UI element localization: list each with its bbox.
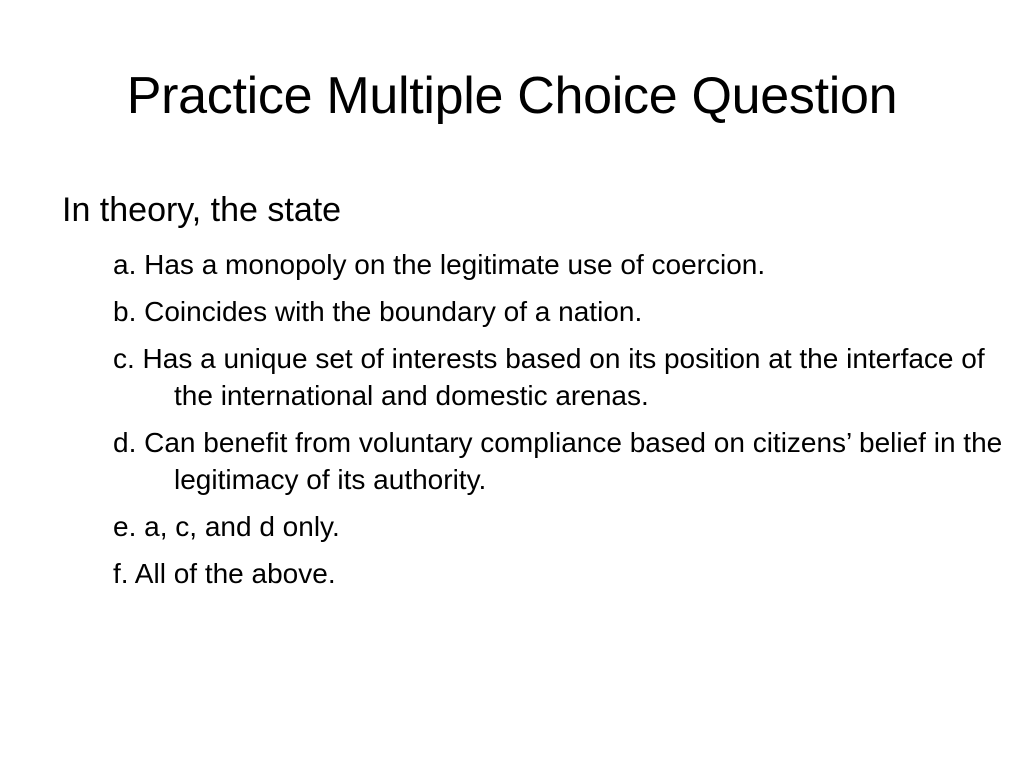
answer-options-list (113, 246, 1013, 602)
answer-option-d: d. Can benefit from voluntary compliance based on citizens’ belief in the legitimacy of its authority. (113, 427, 1003, 495)
answer-option-a: a. Has a monopoly on the legitimate use of coercion. (113, 249, 766, 280)
question-stem: In theory, the state (62, 191, 342, 229)
answer-option-b: b. Coincides with the boundary of a nation. (113, 296, 643, 327)
answer-option-e: e. a, c, and d only. (113, 511, 340, 542)
slide-title: Practice Multiple Choice Question (126, 67, 898, 125)
answer-option-c: c. Has a unique set of interests based on its position at the interface of the international and domestic arenas. (113, 343, 985, 411)
answer-option-f: f. All of the above. (113, 558, 336, 589)
